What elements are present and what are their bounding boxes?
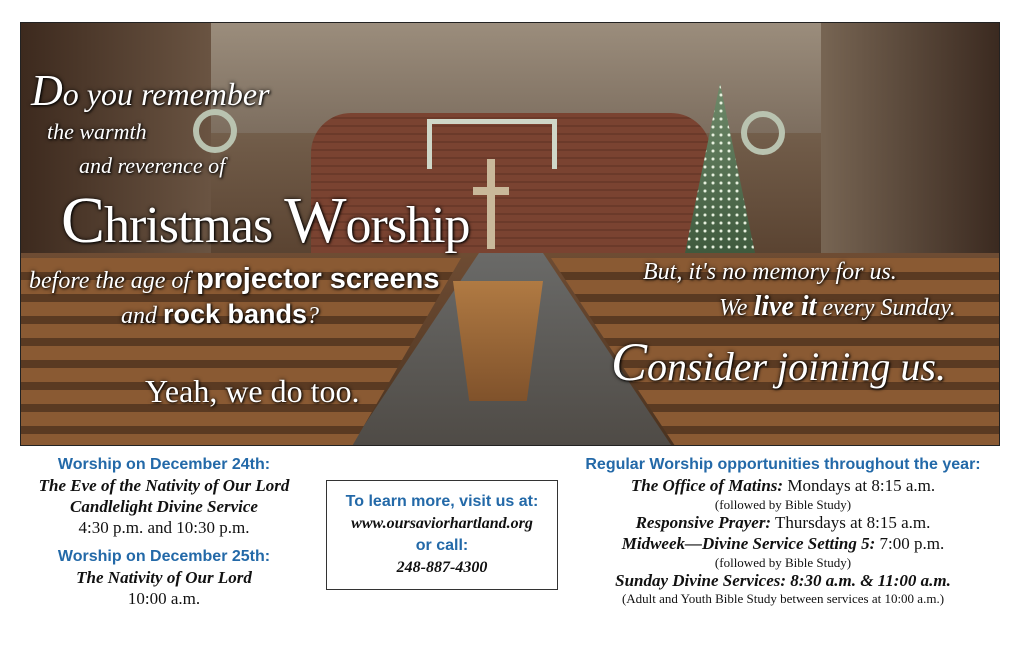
midweek-note: (followed by Bible Study) bbox=[714, 555, 852, 570]
midweek-row: Midweek—Divine Service Setting 5: 7:00 p.m. bbox=[621, 534, 945, 553]
headline-line-3: and reverence of bbox=[79, 153, 226, 178]
headline-christmas-worship: Christmas Worship bbox=[61, 184, 470, 257]
dec25-service-name: The Nativity of Our Lord bbox=[76, 568, 252, 587]
church-photo-banner bbox=[20, 22, 1000, 446]
dec25-time: 10:00 a.m. bbox=[127, 589, 201, 608]
dec24-heading: Worship on December 24th: bbox=[57, 456, 271, 473]
right-text-line-2: We live it every Sunday. bbox=[719, 291, 956, 322]
consider-joining: Consider joining us. bbox=[611, 332, 946, 392]
matins-row: The Office of Matins: Mondays at 8:15 a.m. bbox=[630, 476, 936, 495]
dec25-heading: Worship on December 25th: bbox=[57, 548, 271, 565]
or-call-label: or call: bbox=[415, 537, 469, 554]
phone-number[interactable]: 248-887-4300 bbox=[396, 559, 488, 576]
christmas-schedule bbox=[20, 452, 308, 609]
regular-heading: Regular Worship opportunities throughout the year: bbox=[585, 456, 981, 473]
dec24-times: 4:30 p.m. and 10:30 p.m. bbox=[78, 518, 250, 537]
right-wreath bbox=[741, 111, 785, 155]
contact-heading: To learn more, visit us at: bbox=[345, 493, 539, 510]
matins-note: (followed by Bible Study) bbox=[714, 497, 852, 512]
prayer-row: Responsive Prayer: Thursdays at 8:15 a.m. bbox=[635, 513, 931, 532]
sunday-note: (Adult and Youth Bible Study between services at 10:00 a.m.) bbox=[621, 591, 945, 606]
regular-schedule bbox=[560, 454, 1006, 607]
headline-yeah: Yeah, we do too. bbox=[145, 373, 360, 409]
sunday-row: Sunday Divine Services: 8:30 a.m. & 11:00 a.m. bbox=[615, 571, 951, 590]
contact-box bbox=[326, 480, 558, 590]
headline-line-6: and rock bands? bbox=[121, 299, 320, 329]
headline-line-2: the warmth bbox=[47, 119, 147, 144]
headline-line-5: before the age of projector screens bbox=[29, 263, 440, 295]
website-link[interactable]: www.oursaviorhartland.org bbox=[351, 515, 533, 532]
right-text-line-1: But, it's no memory for us. bbox=[643, 259, 897, 285]
headline-line-1: Do you remember bbox=[31, 66, 270, 115]
dec24-service-type: Candlelight Divine Service bbox=[70, 497, 258, 516]
dec24-service-name: The Eve of the Nativity of Our Lord bbox=[38, 476, 290, 495]
right-wall bbox=[821, 23, 999, 283]
altar-cross bbox=[487, 159, 495, 249]
